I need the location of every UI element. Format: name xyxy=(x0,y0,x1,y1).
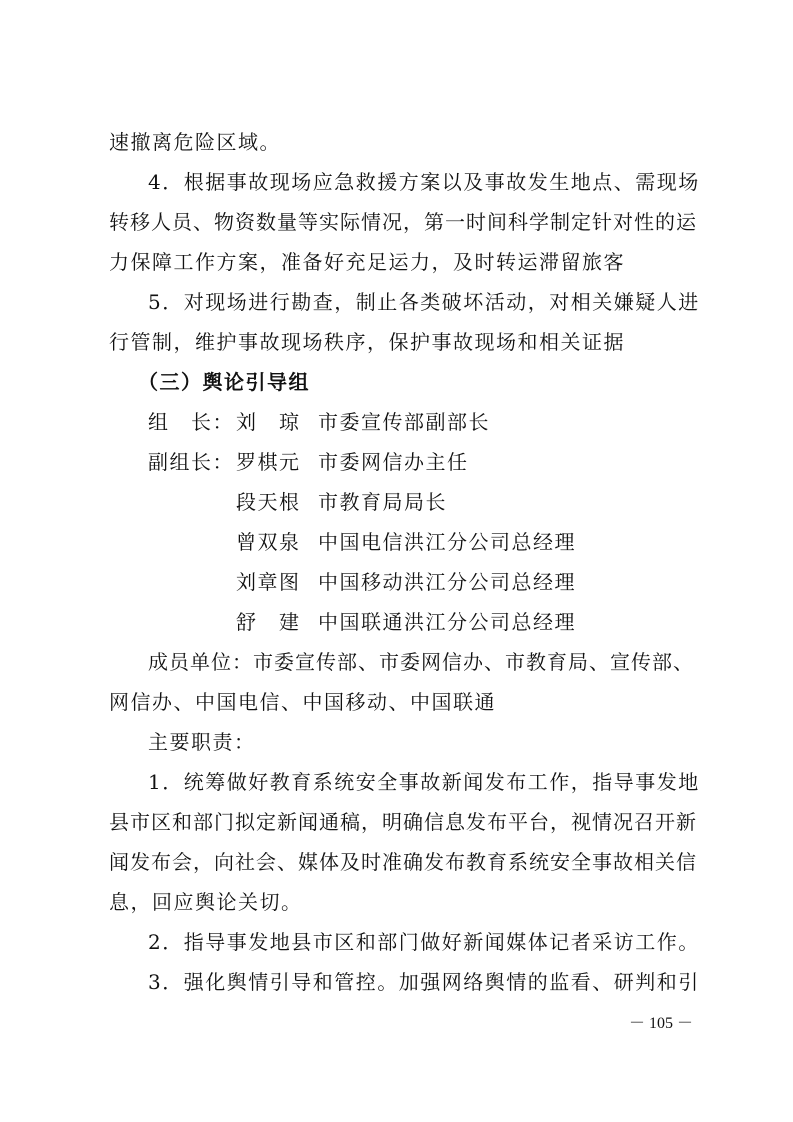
deputy-name: 曾双泉 xyxy=(236,530,301,554)
deputy-name: 段天根 xyxy=(236,490,301,514)
duty-line: 2．指导事发地县市区和部门做好新闻媒体记者采访工作。 xyxy=(148,930,700,954)
deputy-name: 罗棋元 xyxy=(236,450,301,474)
body-line: 力保障工作方案，准备好充足运力，及时转运滞留旅客 xyxy=(109,250,625,274)
duty-line: 1．统筹做好教育系统安全事故新闻发布工作，指导事发地 xyxy=(148,770,700,794)
deputy-title: 市教育局局长 xyxy=(318,490,447,514)
member-units-line: 网信办、中国电信、中国移动、中国联通 xyxy=(109,690,496,714)
deputy-name: 刘章图 xyxy=(236,570,301,594)
duty-line: 3．强化舆情引导和管控。加强网络舆情的监看、研判和引 xyxy=(148,970,700,994)
deputy-name: 舒 建 xyxy=(236,610,301,634)
body-line: 速撤离危险区域。 xyxy=(109,130,281,154)
duty-line: 息，回应舆论关切。 xyxy=(109,890,303,914)
deputy-title: 中国联通洪江分公司总经理 xyxy=(318,610,576,634)
leader-title: 市委宣传部副部长 xyxy=(318,410,490,434)
page-number: － 105 － xyxy=(629,1015,694,1032)
section-heading: （三）舆论引导组 xyxy=(138,370,310,394)
body-line: 4．根据事故现场应急救援方案以及事故发生地点、需现场 xyxy=(148,170,700,194)
leader-name: 刘 琼 xyxy=(236,410,301,434)
body-line: 5．对现场进行勘查，制止各类破坏活动，对相关嫌疑人进 xyxy=(148,290,700,314)
member-units-line: 成员单位：市委宣传部、市委网信办、市教育局、宣传部、 xyxy=(148,650,694,674)
duty-line: 县市区和部门拟定新闻通稿，明确信息发布平台，视情况召开新 xyxy=(109,810,697,834)
body-line: 行管制，维护事故现场秩序，保护事故现场和相关证据 xyxy=(109,330,625,354)
leader-role: 组 长： xyxy=(148,410,234,434)
deputy-role: 副组长： xyxy=(148,450,234,474)
duties-heading: 主要职责： xyxy=(148,730,256,754)
deputy-title: 中国移动洪江分公司总经理 xyxy=(318,570,576,594)
deputy-title: 市委网信办主任 xyxy=(318,450,469,474)
body-line: 转移人员、物资数量等实际情况，第一时间科学制定针对性的运 xyxy=(109,210,697,234)
deputy-title: 中国电信洪江分公司总经理 xyxy=(318,530,576,554)
duty-line: 闻发布会，向社会、媒体及时准确发布教育系统安全事故相关信 xyxy=(109,850,697,874)
